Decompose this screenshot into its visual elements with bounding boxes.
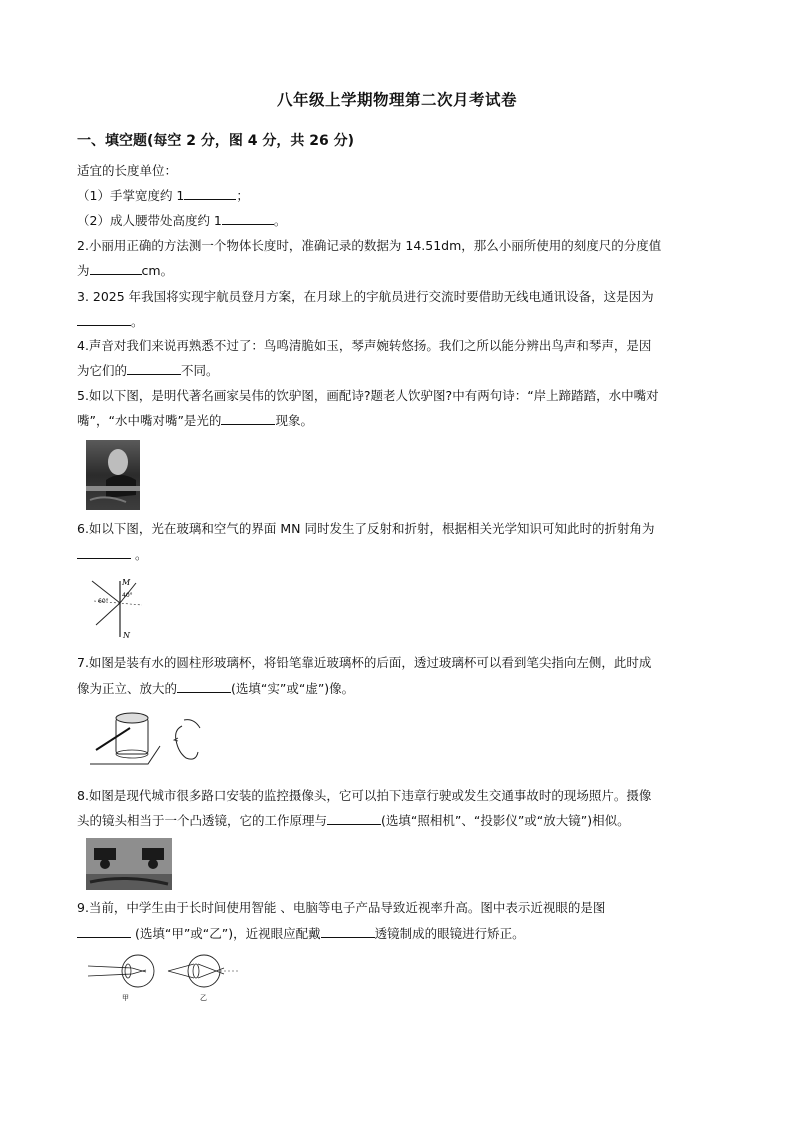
q6-line2-end: 。 <box>131 547 148 562</box>
q7-line2-end: (选填“实”或“虚”)像。 <box>231 681 355 696</box>
q5-line2-text: 嘴”，“水中嘴对嘴”是光的 <box>77 413 222 428</box>
painting-image <box>86 440 140 510</box>
label-n: N <box>123 631 130 639</box>
q1-part-a-end: ； <box>236 188 249 203</box>
q7-line1: 7.如图是装有水的圆柱形玻璃杯，将铅笔靠近玻璃杯的后面，透过玻璃杯可以看到笔尖指向左侧，此时成 <box>77 655 652 670</box>
q9-line1: 9.当前，中学生由于长时间使用智能 、电脑等电子产品导致近视率升高。图中表示近视眼的是图 <box>77 900 606 915</box>
q8-line2-text: 头的镜头相当于一个凸透镜，它的工作原理与 <box>77 813 328 828</box>
q1-stem: 适宜的长度单位： <box>77 163 178 178</box>
section-heading: 一、填空题(每空 2 分，图 4 分，共 26 分) <box>77 133 355 149</box>
glass-pencil-diagram <box>86 708 206 770</box>
label-m: M <box>122 578 131 587</box>
q3-line2-end: 。 <box>131 314 144 329</box>
q8-line1: 8.如图是现代城市很多路口安装的监控摄像头，它可以拍下违章行驶或发生交通事故时的现场照片。摄像 <box>77 788 652 803</box>
q5-line1: 5.如以下图，是明代著名画家吴伟的饮驴图，画配诗?题老人饮驴图?中有两句诗：“岸上蹄踏踏，水中嘴对 <box>77 388 659 403</box>
answer-blank[interactable] <box>127 362 181 375</box>
q2-line1: 2.小丽用正确的方法测一个物体长度时，准确记录的数据为 14.51dm，那么小丽所使用的刻度尺的分度值 <box>77 238 662 253</box>
refraction-diagram <box>86 575 144 639</box>
q4-line2 <box>77 362 717 380</box>
q4-line2-end: 不同。 <box>181 363 219 378</box>
q3-line1: 3. 2025 年我国将实现宇航员登月方案，在月球上的宇航员进行交流时要借助无线电通讯设备，这是因为 <box>77 289 654 304</box>
answer-blank[interactable] <box>184 187 236 200</box>
q6-line1: 6.如以下图，光在玻璃和空气的界面 MN 同时发生了反射和折射，根据相关光学知识可知此时的折射角为 <box>77 521 655 536</box>
angle-label-40: 40° <box>122 592 133 599</box>
q7-line2 <box>77 680 717 698</box>
camera-photo <box>86 838 172 890</box>
answer-blank[interactable] <box>321 925 375 938</box>
q1-part-b-end: 。 <box>273 213 287 228</box>
q8-line2-end: (选填“照相机”、“投影仪”或“放大镜”)相似。 <box>381 813 630 828</box>
q1-part-b <box>77 212 717 230</box>
q4-line1: 4.声音对我们来说再熟悉不过了：鸟鸣清脆如玉，琴声婉转悠扬。我们之所以能分辨出鸟声和琴声，是因 <box>77 338 652 353</box>
answer-blank[interactable] <box>77 313 131 326</box>
q3-line2 <box>77 313 717 331</box>
answer-blank[interactable] <box>222 212 274 225</box>
q4-line2-text: 为它们的 <box>77 363 128 378</box>
q7-line2-text: 像为正立、放大的 <box>77 681 178 696</box>
answer-blank[interactable] <box>77 546 131 559</box>
eye-diagram <box>86 950 246 1002</box>
answer-blank[interactable] <box>77 925 131 938</box>
q6-line2 <box>77 546 717 564</box>
answer-blank[interactable] <box>90 262 142 275</box>
q2-line2-text: 为 <box>77 263 90 278</box>
answer-blank[interactable] <box>221 412 275 425</box>
q9-line2-end: 透镜制成的眼镜进行矫正。 <box>374 926 525 941</box>
q2-line2-end: cm。 <box>141 263 174 278</box>
q5-line2 <box>77 412 717 430</box>
answer-blank[interactable] <box>177 680 231 693</box>
label-jia: 甲 <box>122 994 129 1002</box>
page-title: 八年级上学期物理第二次月考试卷 <box>276 91 517 109</box>
answer-blank[interactable] <box>327 812 381 825</box>
q5-line2-end: 现象。 <box>275 413 313 428</box>
q2-line2 <box>77 262 717 280</box>
label-yi: 乙 <box>200 994 207 1002</box>
q1-part-a-text: （1）手掌宽度约 1 <box>77 188 185 203</box>
q1-part-a <box>77 187 717 205</box>
angle-label-60: 60° <box>98 598 109 605</box>
q1-part-b-text: （2）成人腰带处高度约 1 <box>77 213 222 228</box>
q9-line2 <box>77 925 717 943</box>
q8-line2 <box>77 812 717 830</box>
q9-line2-text: (选填“甲”或“乙”)，近视眼应配戴 <box>131 926 321 941</box>
